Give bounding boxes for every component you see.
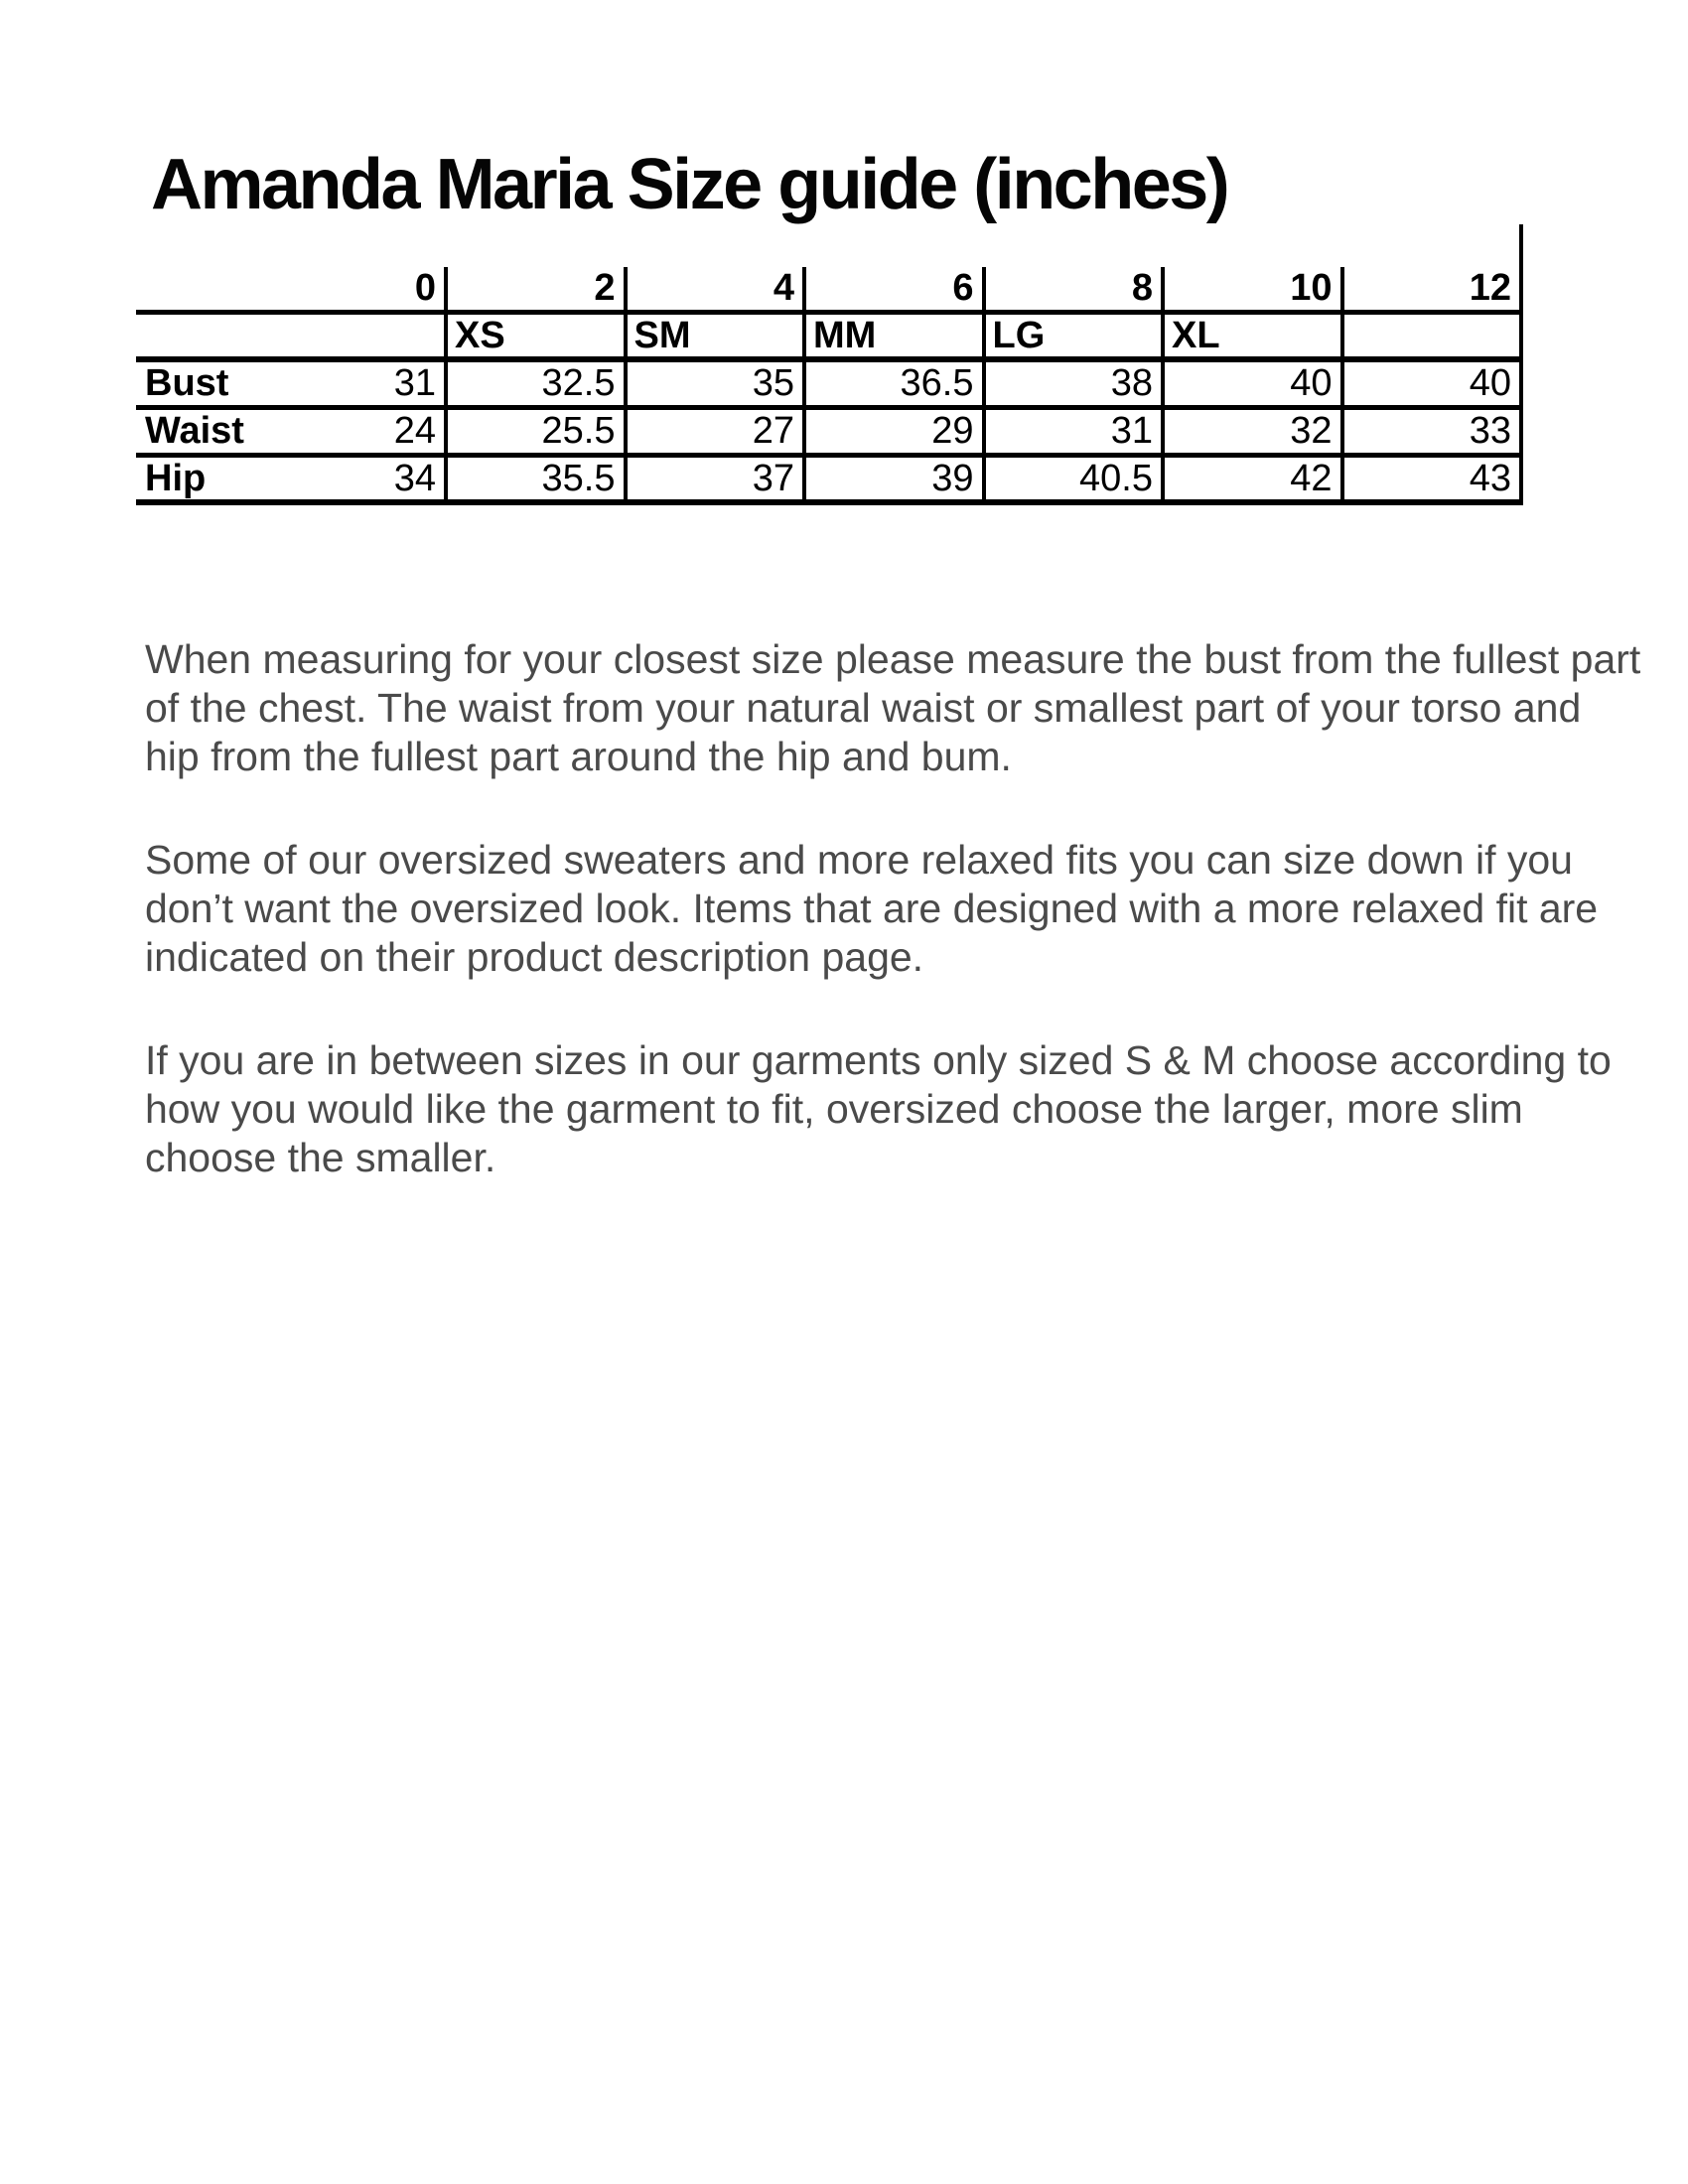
- size-letter: LG: [982, 315, 1162, 362]
- measurement-value: 40.5: [982, 458, 1162, 505]
- text-line: choose the smaller.: [145, 1135, 496, 1180]
- oversized-fit-paragraph: [145, 836, 1640, 982]
- table-cell: [136, 315, 444, 362]
- text-line: of the chest. The waist from your natural waist or smallest part of your torso and: [145, 685, 1582, 731]
- text-line: Some of our oversized sweaters and more relaxed fits you can size down if you: [145, 837, 1573, 883]
- size-letter: SM: [624, 315, 803, 362]
- size-letter: [1340, 315, 1520, 362]
- text-line: don’t want the oversized look. Items that are designed with a more relaxed fit are: [145, 886, 1599, 931]
- measurement-value: 35.5: [444, 458, 624, 505]
- measurement-value: 27: [624, 410, 803, 458]
- measurement-value: 42: [1161, 458, 1340, 505]
- table-cell: [136, 362, 444, 410]
- row-label: Waist: [145, 410, 244, 452]
- text-line: When measuring for your closest size please measure the bust from the fullest part: [145, 636, 1641, 682]
- measurement-value: 37: [624, 458, 803, 505]
- size-letter: XL: [1161, 315, 1340, 362]
- table-right-border-stub: [1519, 224, 1523, 271]
- measurement-value: 33: [1340, 410, 1520, 458]
- size-number: 4: [624, 267, 803, 315]
- measurement-value: 38: [982, 362, 1162, 410]
- measurement-value: 40: [1340, 362, 1520, 410]
- size-letter: XS: [444, 315, 624, 362]
- row-label: Hip: [145, 458, 207, 499]
- size-number: 10: [1161, 267, 1340, 315]
- table-cell: [136, 410, 444, 458]
- measurement-value: 24: [393, 410, 436, 452]
- measurement-value: 32.5: [444, 362, 624, 410]
- text-line: If you are in between sizes in our garments only sized S & M choose according to: [145, 1037, 1612, 1083]
- measurement-value: 43: [1340, 458, 1520, 505]
- size-number: 8: [982, 267, 1162, 315]
- measurement-value: 25.5: [444, 410, 624, 458]
- measurement-value: 40: [1161, 362, 1340, 410]
- table-cell: [136, 458, 444, 505]
- size-number: 12: [1340, 267, 1520, 315]
- size-number: 6: [802, 267, 982, 315]
- size-number: 2: [444, 267, 624, 315]
- measurement-value: 35: [624, 362, 803, 410]
- measurement-value: 39: [802, 458, 982, 505]
- measurement-value: 31: [393, 362, 436, 404]
- measurement-value: 34: [393, 458, 436, 499]
- text-line: hip from the fullest part around the hip and bum.: [145, 734, 1012, 779]
- page-title: Amanda Maria Size guide (inches): [151, 145, 1228, 224]
- measurement-value: 31: [982, 410, 1162, 458]
- measurement-value: 32: [1161, 410, 1340, 458]
- measurement-value: 29: [802, 410, 982, 458]
- size-number: 0: [414, 267, 436, 309]
- table-cell: [136, 267, 444, 315]
- row-label: Bust: [145, 362, 229, 404]
- measurement-value: 36.5: [802, 362, 982, 410]
- measuring-instructions-paragraph: [145, 635, 1640, 781]
- size-letter: MM: [802, 315, 982, 362]
- text-line: indicated on their product description page.: [145, 934, 924, 980]
- size-guide-table: [136, 267, 1523, 505]
- body-copy: [145, 635, 1640, 1237]
- text-line: how you would like the garment to fit, oversized choose the larger, more slim: [145, 1086, 1523, 1132]
- between-sizes-paragraph: [145, 1036, 1640, 1182]
